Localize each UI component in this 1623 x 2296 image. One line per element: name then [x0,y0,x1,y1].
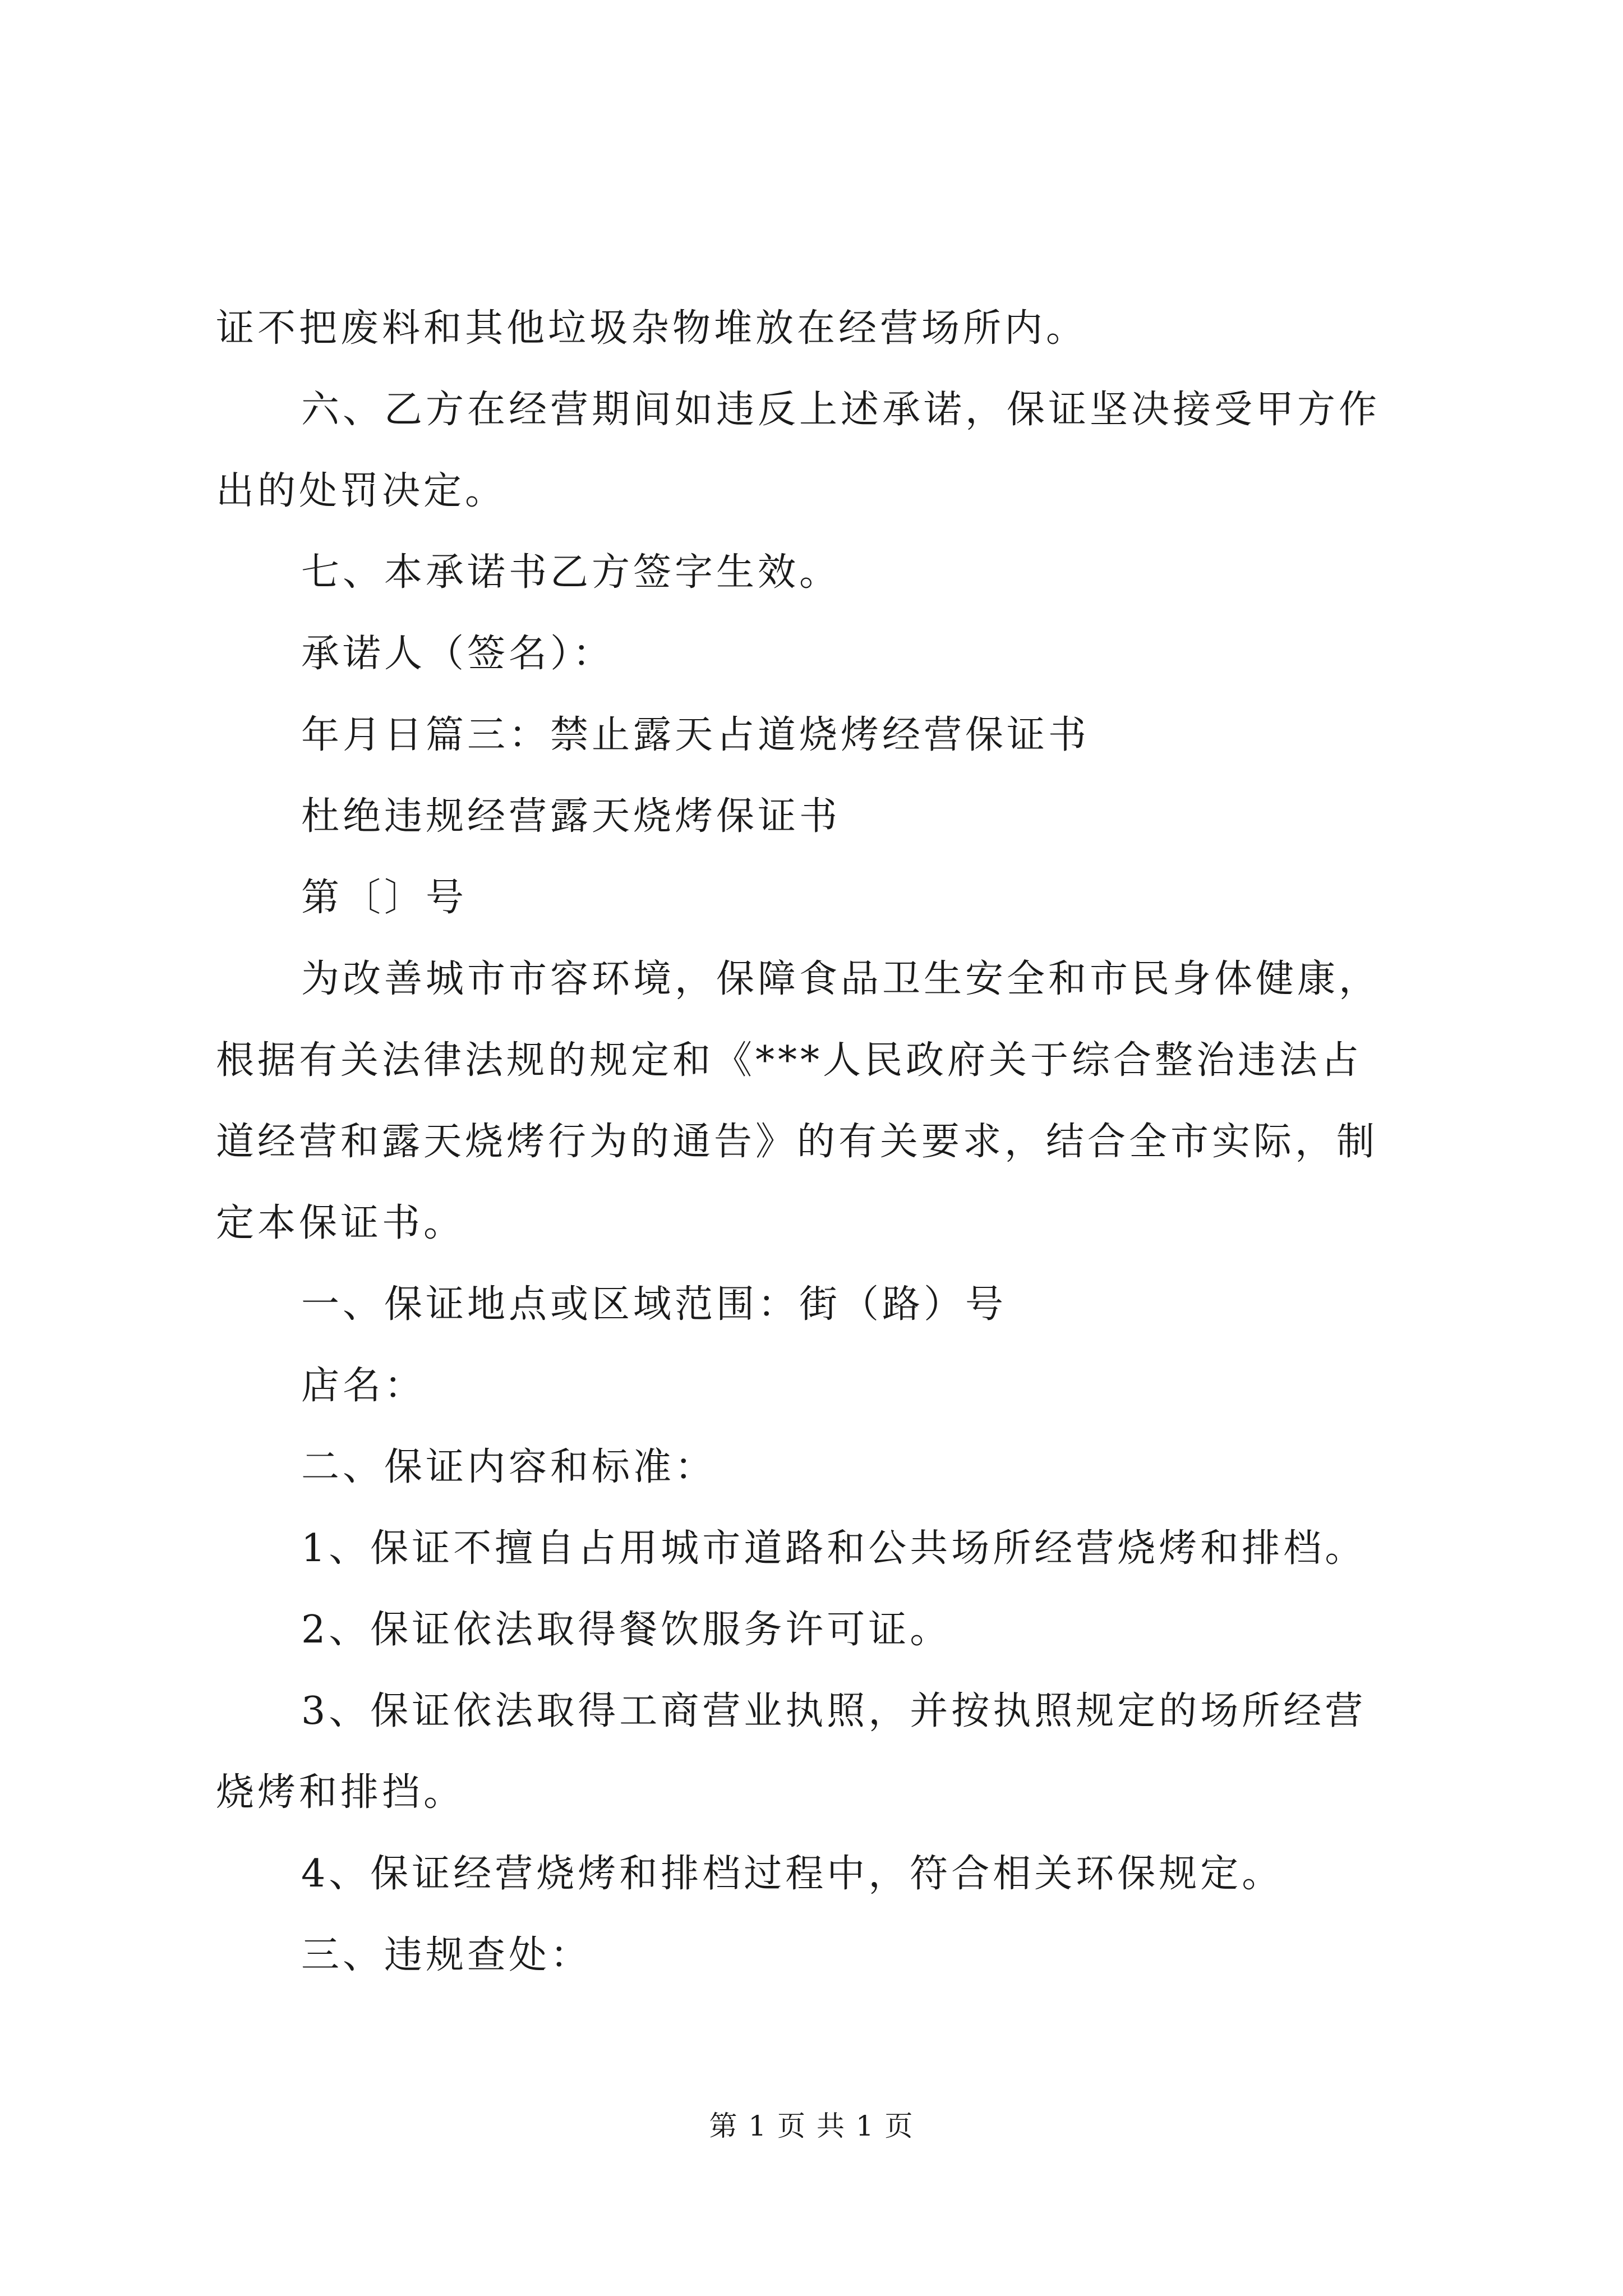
body-line: 2、保证依法取得餐饮服务许可证。 [301,1608,952,1652]
body-line: 出的处罚决定。 [216,469,507,513]
document-number: 第〔〕号 [301,876,468,920]
body-line: 根据有关法律法规的规定和《***人民政府关于综合整治违法占 [216,1038,1363,1083]
body-line: 4、保证经营烧烤和排档过程中，符合相关环保规定。 [301,1852,1284,1896]
body-line: 为改善城市市容环境，保障食品卫生安全和市民身体健康， [301,957,1381,1001]
body-line: 二、保证内容和标准： [301,1445,717,1489]
body-line: 店名： [301,1364,426,1408]
section-title: 杜绝违规经营露天烧烤保证书 [301,794,841,839]
body-line: 1、保证不擅自占用城市道路和公共场所经营烧烤和排档。 [301,1526,1367,1571]
body-line: 年月日篇三：禁止露天占道烧烤经营保证书 [301,713,1090,757]
body-line: 3、保证依法取得工商营业执照，并按执照规定的场所经营 [301,1689,1367,1733]
body-line: 道经营和露天烧烤行为的通告》的有关要求，结合全市实际，制 [216,1120,1378,1164]
body-line: 承诺人（签名）： [301,632,615,676]
body-line: 七、本承诺书乙方签字生效。 [301,550,841,595]
body-line: 六、乙方在经营期间如违反上述承诺，保证坚决接受甲方作 [301,388,1381,432]
body-line: 证不把废料和其他垃圾杂物堆放在经营场所内。 [216,306,1088,351]
page-footer: 第 1 页 共 1 页 [709,2110,914,2142]
body-line: 定本保证书。 [216,1201,465,1245]
body-line: 三、违规查处： [301,1933,592,1977]
body-line: 烧烤和排挡。 [216,1770,465,1815]
body-line: 一、保证地点或区域范围：街（路）号 [301,1282,1007,1327]
